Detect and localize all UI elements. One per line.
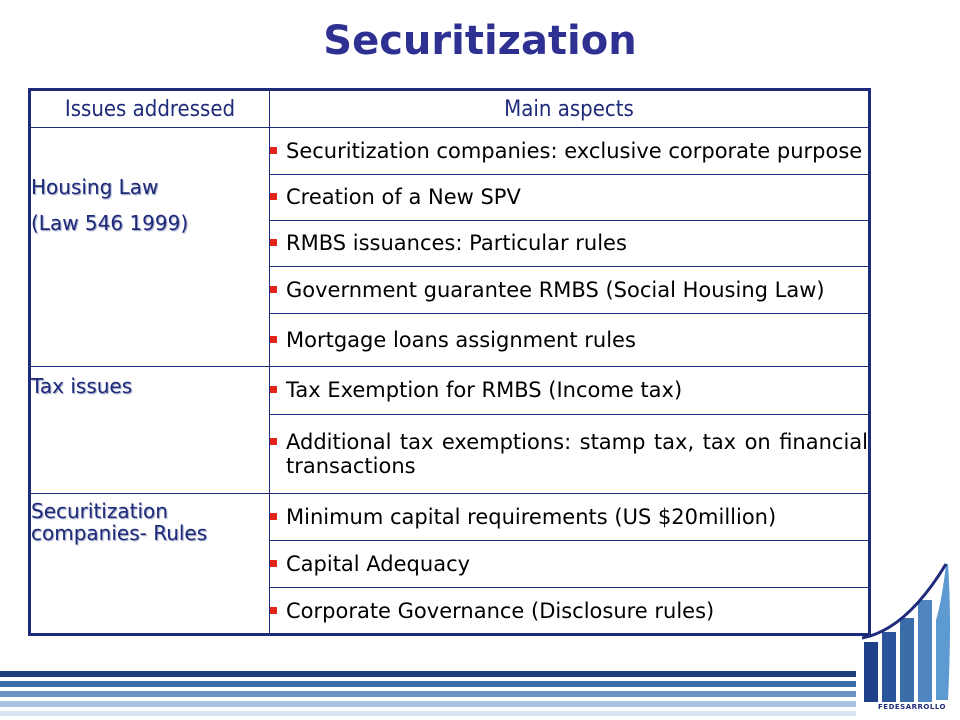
table-row xyxy=(30,366,870,414)
issue-cell-housing-law xyxy=(30,128,270,367)
footer-stripe xyxy=(0,671,856,677)
securitization-table xyxy=(28,88,871,636)
aspect-cell xyxy=(270,494,870,541)
issue-label: Tax issues xyxy=(31,373,133,398)
aspect-text: RMBS issuances: Particular rules xyxy=(286,231,627,256)
aspect-text: Mortgage loans assignment rules xyxy=(286,327,636,352)
bullet-icon xyxy=(270,438,277,445)
bullet-icon xyxy=(270,560,277,567)
bullet-icon xyxy=(270,193,277,200)
bullet-icon xyxy=(270,336,277,343)
fedesarrollo-logo-icon xyxy=(856,560,960,720)
issue-sublabel: (Law 546 1999) xyxy=(31,211,189,235)
aspect-cell xyxy=(270,174,870,220)
aspect-text: Capital Adequacy xyxy=(286,552,471,577)
aspect-cell xyxy=(270,541,870,588)
bullet-icon xyxy=(270,286,277,293)
bullet-icon xyxy=(270,239,277,246)
issue-label: Securitization companies- Rules xyxy=(31,499,208,546)
slide-title: Securitization xyxy=(323,18,637,64)
aspect-text: Additional tax exemptions: stamp tax, tax on financial transactions xyxy=(286,429,868,478)
footer-stripe xyxy=(0,711,856,716)
aspect-cell xyxy=(270,128,870,175)
aspect-text: Securitization companies: exclusive corporate purpose xyxy=(286,138,863,163)
aspect-cell xyxy=(270,266,870,313)
bullet-icon xyxy=(270,386,277,393)
aspect-cell xyxy=(270,220,870,266)
footer-stripe xyxy=(0,691,856,697)
bullet-icon xyxy=(270,513,277,520)
aspect-text: Minimum capital requirements (US $20million) xyxy=(286,505,777,530)
header-main-aspects: Main aspects xyxy=(270,90,870,128)
aspect-cell xyxy=(270,414,870,494)
issue-label: Housing Law xyxy=(31,175,159,199)
aspect-cell xyxy=(270,313,870,366)
header-issues-addressed: Issues addressed xyxy=(30,90,270,128)
table-row xyxy=(30,128,870,175)
aspect-text: Government guarantee RMBS (Social Housing Law) xyxy=(286,277,825,302)
table-header-row xyxy=(30,90,870,128)
logo-text: FEDESARROLLO xyxy=(878,703,946,711)
issue-cell-tax-issues xyxy=(30,366,270,494)
bullet-icon xyxy=(270,147,277,154)
aspect-text: Tax Exemption for RMBS (Income tax) xyxy=(286,378,683,403)
aspect-cell xyxy=(270,588,870,635)
footer-stripe xyxy=(0,701,856,707)
footer-stripe xyxy=(0,681,856,687)
aspect-text: Corporate Governance (Disclosure rules) xyxy=(286,598,715,623)
bullet-icon xyxy=(270,607,277,614)
aspect-text: Creation of a New SPV xyxy=(286,185,521,210)
aspect-cell xyxy=(270,366,870,414)
issue-cell-securitization-companies xyxy=(30,494,270,635)
table-row xyxy=(30,494,870,541)
